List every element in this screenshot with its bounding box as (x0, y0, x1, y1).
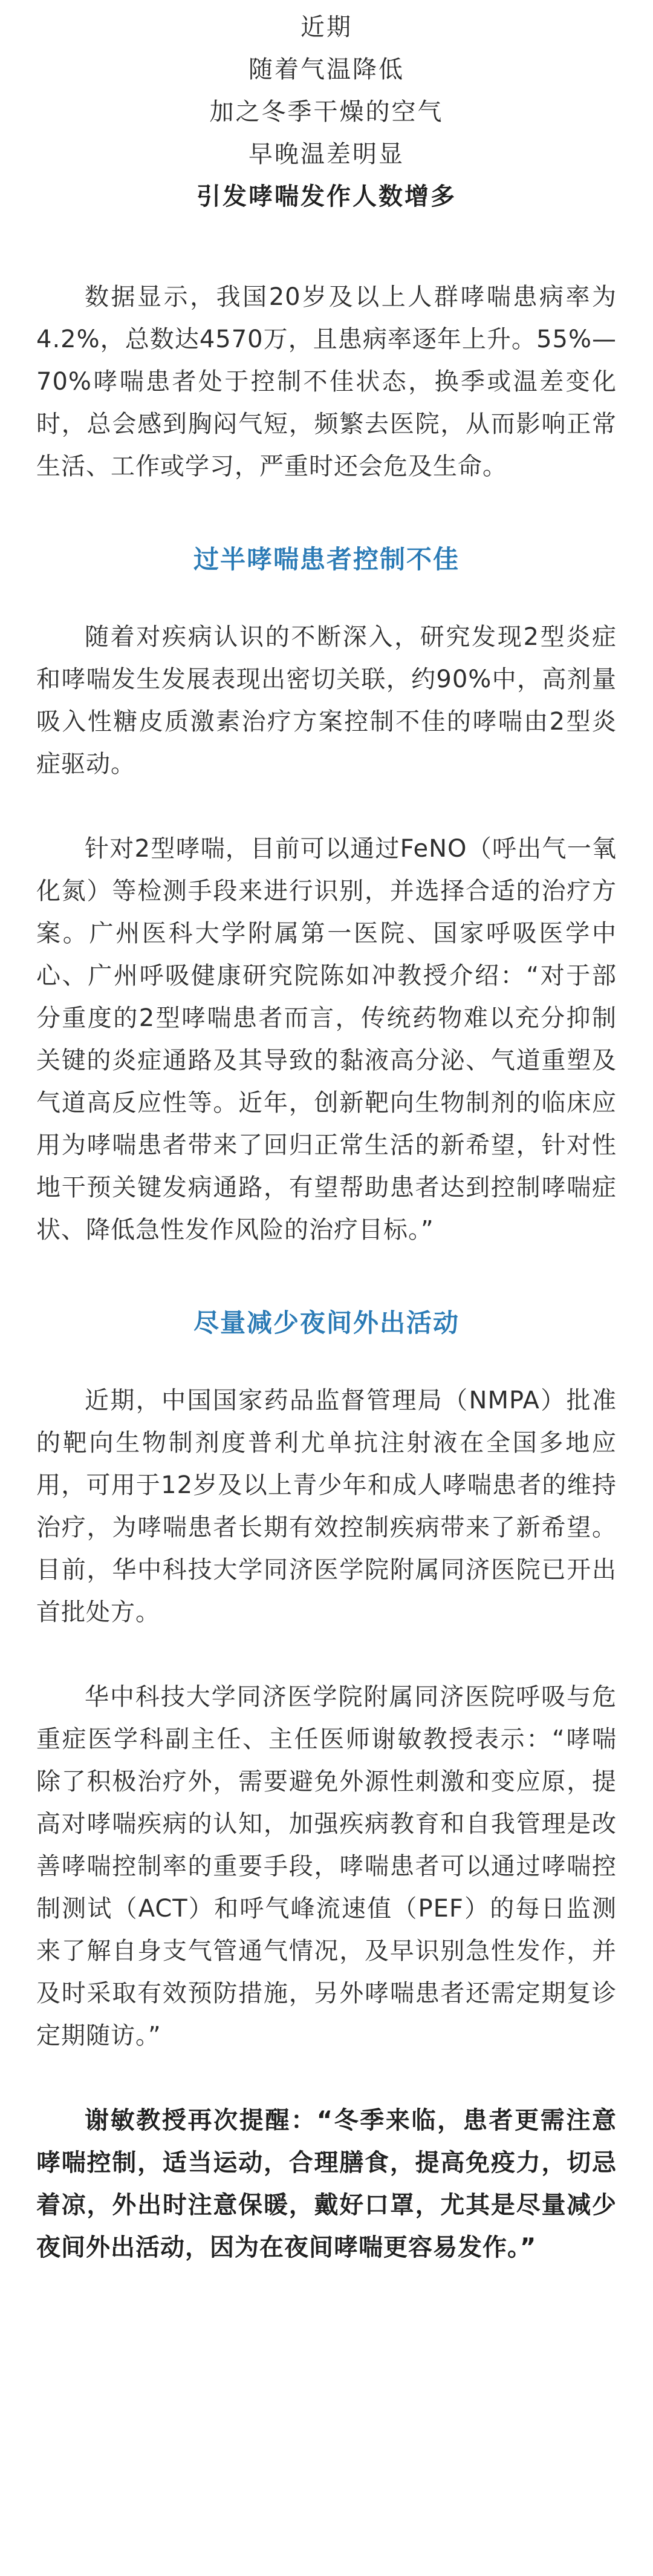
intro-line: 近期 (301, 13, 352, 41)
intro-line: 早晚温差明显 (249, 140, 404, 168)
paragraph-type2-inflammation: 随着对疾病认识的不断深入，研究发现2型炎症和哮喘发生发展表现出密切关联，约90%中，高剂量吸入性糖皮质激素治疗方案控制不佳的哮喘由2型炎症驱动。 (36, 623, 617, 778)
section-heading-night-activity: 尽量减少夜间外出活动 (193, 1308, 460, 1338)
paragraph-expert-advice: 华中科技大学同济医学院附属同济医院呼吸与危重症医学科副主任、主任医师谢敏教授表示：“哮喘除了积极治疗外，需要避免外源性刺激和变应原，提高对哮喘疾病的认知，加强疾病教育和自我管理是改善哮喘控制率的重要手段，哮喘患者可以通过哮喘控制测试（ACT）和呼气峰流速值（PEF）的每日监测来了解自身支气管通气情况，及早识别急性发作，并及时采取有效预防措施，另外哮喘患者还需定期复诊定期随访。” (36, 1683, 617, 2050)
paragraph-feno-detection: 针对2型哮喘，目前可以通过FeNO（呼出气一氧化氮）等检测手段来进行识别，并选择合适的治疗方案。广州医科大学附属第一医院、国家呼吸医学中心、广州呼吸健康研究院陈如冲教授介绍：“对于部分重度的2型哮喘患者而言，传统药物难以充分抑制关键的炎症通路及其导致的黏液高分泌、气道重塑及气道高反应性等。近年，创新靶向生物制剂的临床应用为哮喘患者带来了回归正常生活的新希望，针对性地干预关键发病通路，有望帮助患者达到控制哮喘症状、降低急性发作风险的治疗目标。” (36, 835, 617, 1244)
paragraph-statistics: 数据显示，我国20岁及以上人群哮喘患病率为4.2%，总数达4570万，且患病率逐年上升。55%—70%哮喘患者处于控制不佳状态，换季或温差变化时，总会感到胸闷气短，频繁去医院，从而影响正常生活、工作或学习，严重时还会危及生命。 (36, 283, 617, 480)
section-heading-poor-control: 过半哮喘患者控制不佳 (193, 544, 460, 574)
paragraph-nmpa-approval: 近期，中国国家药品监督管理局（NMPA）批准的靶向生物制剂度普利尤单抗注射液在全国多地应用，可用于12岁及以上青少年和成人哮喘患者的维持治疗，为哮喘患者长期有效控制疾病带来了新希望。目前，华中科技大学同济医学院附属同济医院已开出首批处方。 (36, 1387, 617, 1626)
intro-block (36, 0, 617, 218)
paragraph-final-reminder: 谢敏教授再次提醒：“冬季来临，患者更需注意哮喘控制，适当运动，合理膳食，提高免疫力，切忌着凉，外出时注意保暖，戴好口罩，尤其是尽量减少夜间外出活动，因为在夜间哮喘更容易发作。” (36, 2107, 617, 2261)
intro-highlight: 引发哮喘发作人数增多 (197, 183, 456, 211)
intro-line: 加之冬季干燥的空气 (209, 98, 444, 126)
intro-line: 随着气温降低 (249, 56, 404, 83)
